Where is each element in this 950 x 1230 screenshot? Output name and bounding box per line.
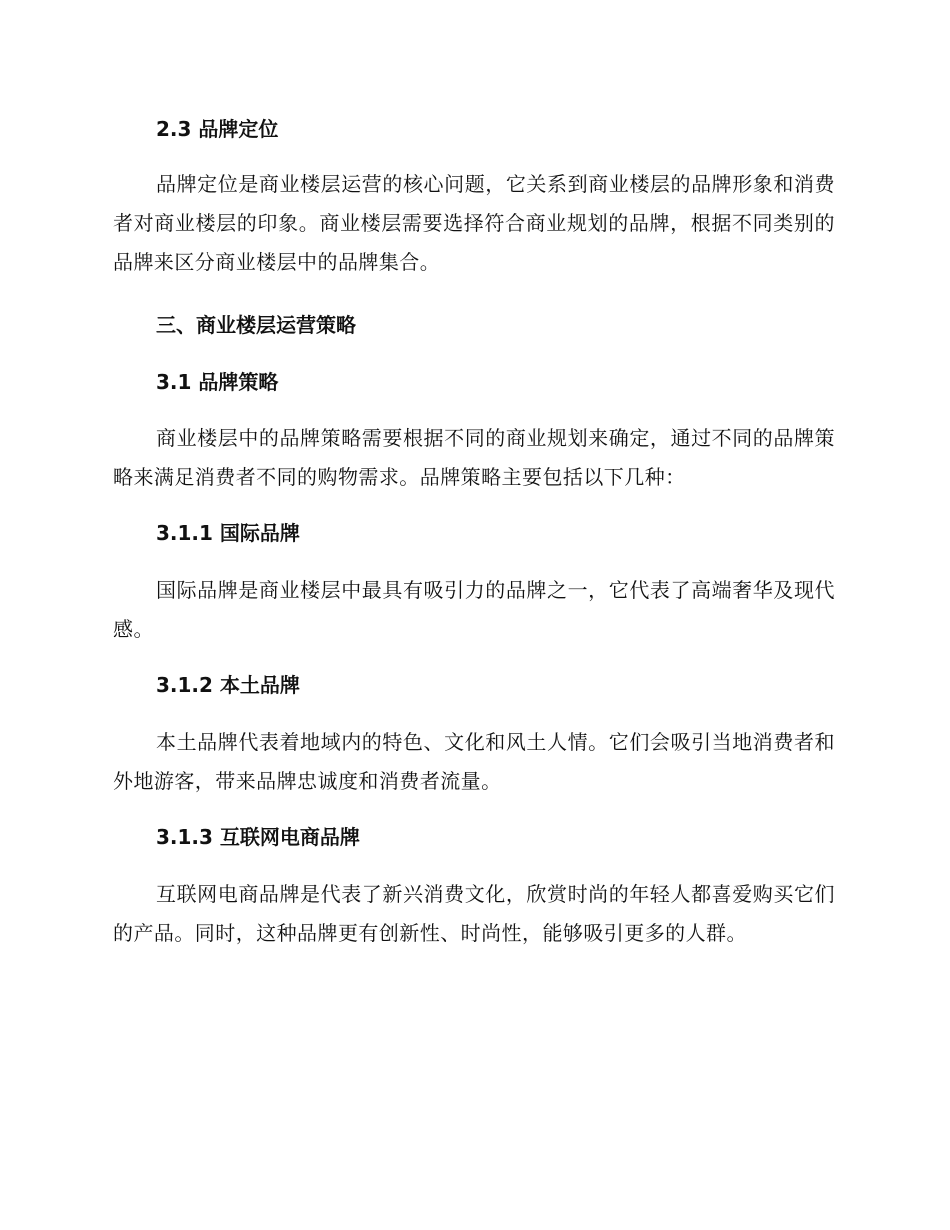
paragraph-international-brands: 国际品牌是商业楼层中最具有吸引力的品牌之一，它代表了高端奢华及现代感。 <box>113 578 835 641</box>
paragraph-brand-positioning: 品牌定位是商业楼层运营的核心问题，它关系到商业楼层的品牌形象和消费者对商业楼层的印象。商业楼层需要选择符合商业规划的品牌，根据不同类别的品牌来区分商业楼层中的品牌集合。 <box>113 172 835 274</box>
section-heading-3-1: 3.1 品牌策略 <box>156 370 279 394</box>
section-heading-2-3: 2.3 品牌定位 <box>156 117 279 141</box>
paragraph-ecommerce-brands: 互联网电商品牌是代表了新兴消费文化，欣赏时尚的年轻人都喜爱购买它们的产品。同时，这种品牌更有创新性、时尚性，能够吸引更多的人群。 <box>113 882 835 945</box>
section-heading-3-1-2: 3.1.2 本土品牌 <box>156 673 300 697</box>
chapter-heading-3: 三、商业楼层运营策略 <box>156 313 356 337</box>
paragraph-brand-strategy: 商业楼层中的品牌策略需要根据不同的商业规划来确定，通过不同的品牌策略来满足消费者不同的购物需求。品牌策略主要包括以下几种： <box>113 426 835 489</box>
paragraph-local-brands: 本土品牌代表着地域内的特色、文化和风土人情。它们会吸引当地消费者和外地游客，带来品牌忠诚度和消费者流量。 <box>113 730 835 793</box>
section-heading-3-1-3: 3.1.3 互联网电商品牌 <box>156 825 360 849</box>
section-heading-3-1-1: 3.1.1 国际品牌 <box>156 521 300 545</box>
document-body <box>113 113 835 953</box>
